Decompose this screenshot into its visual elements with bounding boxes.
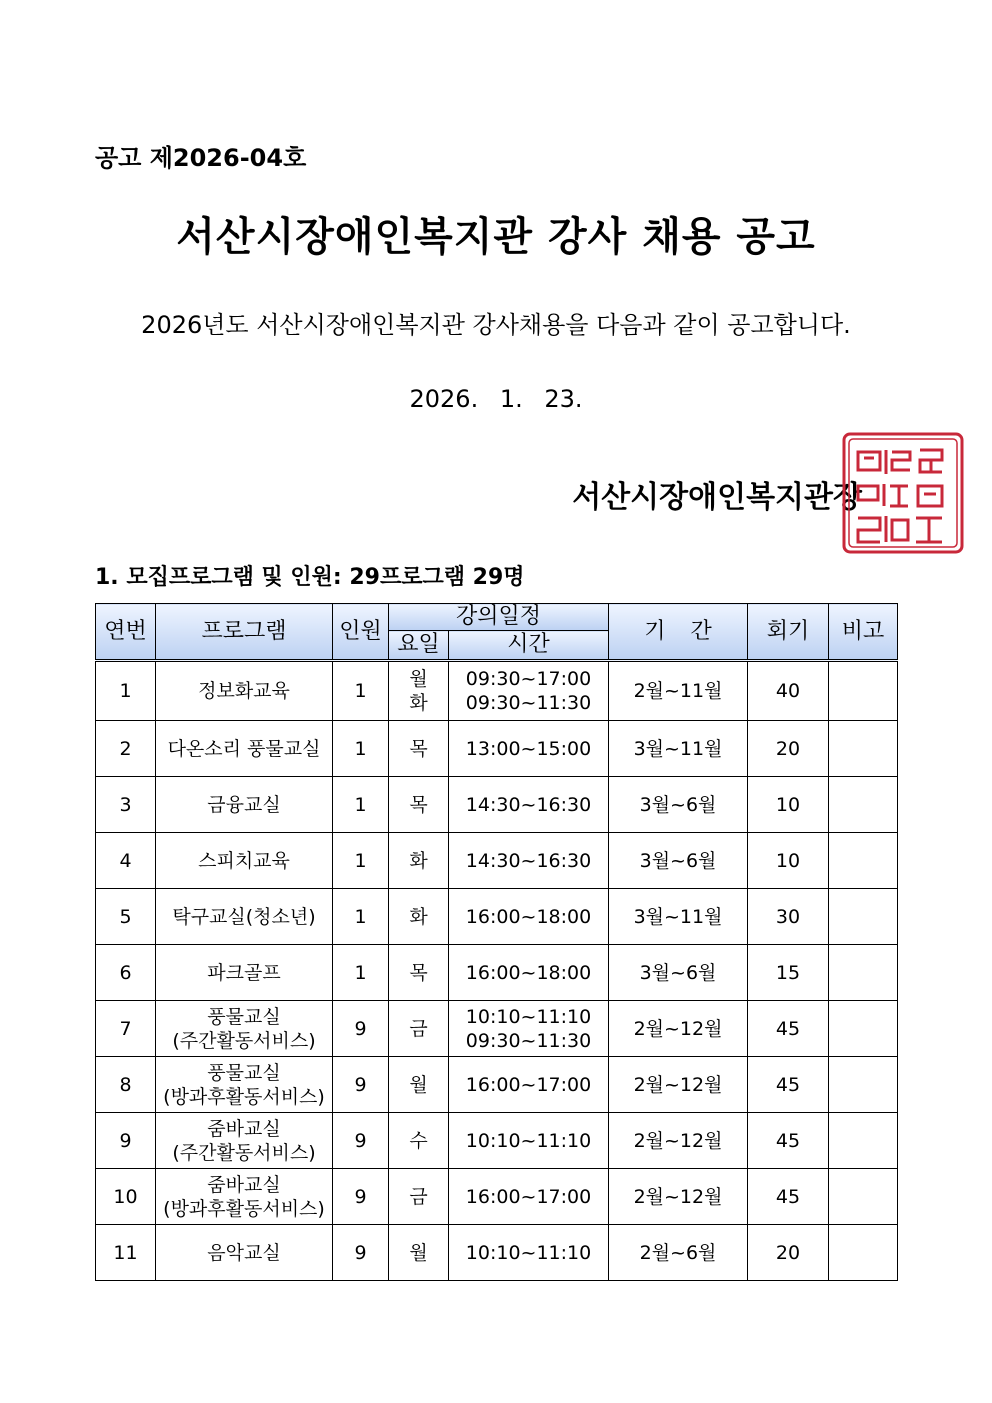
header-sessions: 회기 — [748, 604, 829, 661]
cell-program-line: (주간활동서비스) — [172, 1141, 316, 1164]
cell-day — [389, 1225, 449, 1281]
official-seal-icon — [840, 430, 966, 556]
cell-sessions: 20 — [748, 721, 829, 777]
cell-day — [389, 1001, 449, 1057]
table-row — [96, 721, 898, 777]
cell-program-line: 파크골프 — [207, 961, 281, 984]
cell-day — [389, 889, 449, 945]
cell-note — [829, 1225, 898, 1281]
cell-note — [829, 833, 898, 889]
cell-people: 9 — [333, 1001, 389, 1057]
cell-day-line: 월 — [409, 1241, 428, 1264]
cell-time — [449, 721, 609, 777]
cell-day — [389, 661, 449, 721]
cell-note — [829, 721, 898, 777]
cell-day — [389, 1113, 449, 1169]
cell-period: 2월~11월 — [609, 661, 748, 721]
cell-program-line: 줌바교실 — [207, 1173, 281, 1196]
cell-program-line: 풍물교실 — [207, 1005, 281, 1028]
cell-time-line: 09:30~11:30 — [465, 692, 592, 714]
program-table — [95, 603, 898, 1281]
cell-program-line: (방과후활동서비스) — [163, 1197, 325, 1220]
cell-no: 5 — [96, 889, 156, 945]
cell-period: 2월~12월 — [609, 1001, 748, 1057]
cell-day-line: 월 — [409, 668, 428, 690]
cell-day-line: 목 — [409, 737, 428, 760]
table-row — [96, 945, 898, 1001]
cell-time-line: 13:00~15:00 — [465, 737, 592, 760]
table-row — [96, 1225, 898, 1281]
cell-sessions: 20 — [748, 1225, 829, 1281]
cell-period: 2월~12월 — [609, 1169, 748, 1225]
cell-no: 6 — [96, 945, 156, 1001]
header-program: 프로그램 — [156, 604, 333, 661]
cell-time — [449, 1225, 609, 1281]
cell-people: 9 — [333, 1225, 389, 1281]
cell-time — [449, 1001, 609, 1057]
header-period: 기 간 — [609, 604, 748, 661]
cell-time-line: 14:30~16:30 — [465, 793, 592, 816]
table-row — [96, 833, 898, 889]
cell-sessions: 30 — [748, 889, 829, 945]
section-title: 1. 모집프로그램 및 인원: 29프로그램 29명 — [95, 565, 525, 590]
cell-note — [829, 1057, 898, 1113]
cell-day-line: 금 — [409, 1017, 428, 1040]
program-table-body — [96, 661, 898, 1281]
cell-period: 2월~6월 — [609, 1225, 748, 1281]
cell-sessions: 10 — [748, 833, 829, 889]
header-note: 비고 — [829, 604, 898, 661]
cell-note — [829, 661, 898, 721]
cell-note — [829, 1113, 898, 1169]
cell-time — [449, 777, 609, 833]
cell-period: 3월~11월 — [609, 889, 748, 945]
cell-people: 9 — [333, 1169, 389, 1225]
page-title: 서산시장애인복지관 강사 채용 공고 — [176, 214, 816, 260]
header-schedule: 강의일정 — [389, 604, 609, 631]
cell-program — [156, 833, 333, 889]
notice-date: 2026. 1. 23. — [409, 385, 583, 413]
header-day: 요일 — [389, 631, 449, 661]
issuer-name: 서산시장애인복지관장 — [572, 480, 862, 515]
cell-sessions: 40 — [748, 661, 829, 721]
cell-no: 7 — [96, 1001, 156, 1057]
cell-program — [156, 1113, 333, 1169]
cell-period: 3월~11월 — [609, 721, 748, 777]
cell-program — [156, 945, 333, 1001]
cell-program — [156, 1169, 333, 1225]
cell-period: 3월~6월 — [609, 777, 748, 833]
cell-period: 3월~6월 — [609, 945, 748, 1001]
cell-program-line: (주간활동서비스) — [172, 1029, 316, 1052]
cell-time — [449, 1169, 609, 1225]
cell-day — [389, 777, 449, 833]
cell-day-line: 수 — [409, 1129, 428, 1152]
cell-people: 1 — [333, 661, 389, 721]
cell-program-line: 정보화교육 — [198, 680, 290, 702]
cell-time — [449, 1057, 609, 1113]
cell-time-line: 09:30~11:30 — [465, 1029, 592, 1052]
cell-program-line: 줌바교실 — [207, 1117, 281, 1140]
cell-day-line: 목 — [409, 793, 428, 816]
cell-time — [449, 945, 609, 1001]
cell-program-line: 탁구교실(청소년) — [172, 905, 316, 928]
notice-number: 공고 제2026-04호 — [95, 144, 307, 172]
cell-program — [156, 661, 333, 721]
cell-program — [156, 1225, 333, 1281]
table-row — [96, 1113, 898, 1169]
cell-no: 10 — [96, 1169, 156, 1225]
cell-time — [449, 889, 609, 945]
cell-sessions: 10 — [748, 777, 829, 833]
cell-no: 8 — [96, 1057, 156, 1113]
cell-program — [156, 1001, 333, 1057]
cell-no: 3 — [96, 777, 156, 833]
cell-sessions: 45 — [748, 1001, 829, 1057]
cell-day-line: 목 — [409, 961, 428, 984]
cell-program-line: 금융교실 — [207, 793, 281, 816]
cell-time — [449, 1113, 609, 1169]
cell-time-line: 14:30~16:30 — [465, 849, 592, 872]
cell-sessions: 45 — [748, 1169, 829, 1225]
cell-note — [829, 945, 898, 1001]
cell-program-line: 음악교실 — [207, 1241, 281, 1264]
cell-sessions: 45 — [748, 1057, 829, 1113]
cell-day — [389, 833, 449, 889]
cell-time — [449, 661, 609, 721]
cell-note — [829, 1169, 898, 1225]
cell-time-line: 10:10~11:10 — [465, 1005, 592, 1028]
intro-text: 2026년도 서산시장애인복지관 강사채용을 다음과 같이 공고합니다. — [141, 311, 851, 339]
cell-day-line: 화 — [409, 905, 428, 928]
cell-people: 1 — [333, 833, 389, 889]
cell-time-line: 16:00~17:00 — [465, 1073, 592, 1096]
cell-day-line: 월 — [409, 1073, 428, 1096]
header-time: 시간 — [449, 631, 609, 661]
cell-time-line: 10:10~11:10 — [465, 1241, 592, 1264]
cell-program-line: 스피치교육 — [198, 849, 290, 872]
cell-day — [389, 1057, 449, 1113]
cell-people: 9 — [333, 1057, 389, 1113]
table-row — [96, 1001, 898, 1057]
cell-note — [829, 889, 898, 945]
cell-day-line: 화 — [409, 692, 428, 714]
table-row — [96, 1169, 898, 1225]
cell-program — [156, 721, 333, 777]
cell-note — [829, 1001, 898, 1057]
cell-people: 1 — [333, 945, 389, 1001]
cell-program — [156, 777, 333, 833]
cell-program — [156, 889, 333, 945]
table-row — [96, 1057, 898, 1113]
cell-time-line: 09:30~17:00 — [465, 668, 592, 690]
table-row — [96, 661, 898, 721]
header-people: 인원 — [333, 604, 389, 661]
cell-sessions: 45 — [748, 1113, 829, 1169]
cell-people: 1 — [333, 777, 389, 833]
cell-period: 3월~6월 — [609, 833, 748, 889]
cell-no: 1 — [96, 661, 156, 721]
cell-time — [449, 833, 609, 889]
cell-day — [389, 945, 449, 1001]
cell-time-line: 16:00~17:00 — [465, 1185, 592, 1208]
cell-time-line: 16:00~18:00 — [465, 961, 592, 984]
cell-day — [389, 1169, 449, 1225]
cell-time-line: 16:00~18:00 — [465, 905, 592, 928]
cell-day-line: 금 — [409, 1185, 428, 1208]
cell-day — [389, 721, 449, 777]
cell-program-line: 풍물교실 — [207, 1061, 281, 1084]
header-no: 연번 — [96, 604, 156, 661]
cell-period: 2월~12월 — [609, 1057, 748, 1113]
cell-no: 2 — [96, 721, 156, 777]
cell-program — [156, 1057, 333, 1113]
cell-people: 1 — [333, 721, 389, 777]
cell-no: 11 — [96, 1225, 156, 1281]
cell-program-line: (방과후활동서비스) — [163, 1085, 325, 1108]
cell-no: 4 — [96, 833, 156, 889]
cell-sessions: 15 — [748, 945, 829, 1001]
table-row — [96, 889, 898, 945]
cell-period: 2월~12월 — [609, 1113, 748, 1169]
table-row — [96, 777, 898, 833]
cell-note — [829, 777, 898, 833]
cell-day-line: 화 — [409, 849, 428, 872]
cell-people: 9 — [333, 1113, 389, 1169]
cell-program-line: 다온소리 풍물교실 — [167, 737, 321, 760]
cell-no: 9 — [96, 1113, 156, 1169]
cell-time-line: 10:10~11:10 — [465, 1129, 592, 1152]
cell-people: 1 — [333, 889, 389, 945]
